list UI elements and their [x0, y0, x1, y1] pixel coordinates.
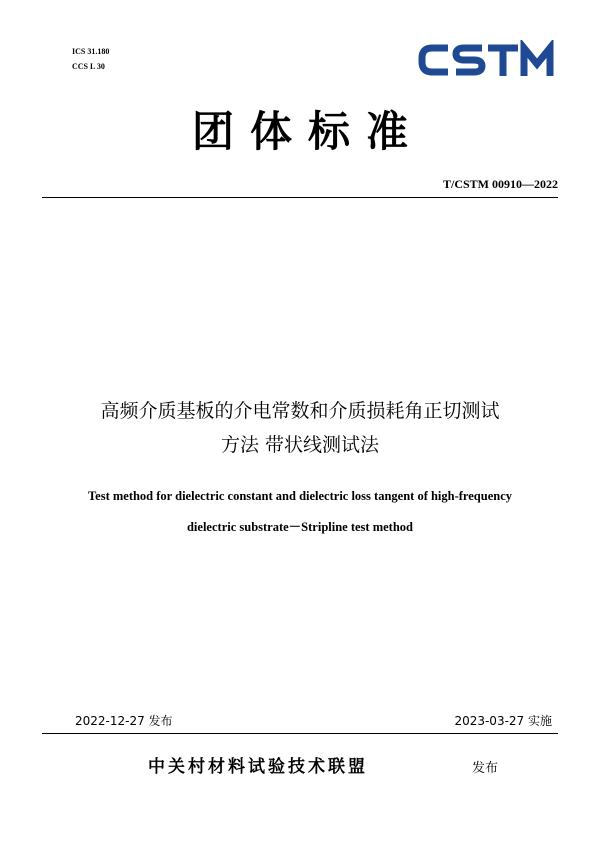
english-title-line2: dielectric substrate－Stripline test method [186, 520, 413, 534]
ics-code: ICS 31.180 [72, 47, 110, 56]
chinese-title-line1: 高频介质基板的介电常数和介质损耗角正切测试 [100, 400, 500, 422]
implementation-date: 2023-03-27 实施 [454, 714, 552, 728]
publish-label: 发布 [472, 761, 499, 776]
chinese-title-line2: 方法 带状线测试法 [220, 434, 380, 456]
logo-text: CSTM [418, 40, 422, 41]
standard-category: 团体标准 [191, 107, 424, 156]
chinese-title [0, 394, 600, 462]
ccs-code: CCS L 30 [72, 62, 105, 71]
bottom-divider [42, 733, 558, 734]
classification-codes [72, 44, 109, 74]
top-divider [42, 197, 558, 198]
english-title-line1: Test method for dielectric constant and dielectric loss tangent of high-frequency [87, 489, 513, 503]
issue-date: 2022-12-27 发布 [75, 714, 173, 728]
english-title [0, 481, 600, 543]
standard-code: T/CSTM 00910—2022 [442, 177, 558, 191]
publisher-name: 中关村材料试验技术联盟 [148, 757, 368, 777]
cstm-logo [418, 40, 558, 80]
